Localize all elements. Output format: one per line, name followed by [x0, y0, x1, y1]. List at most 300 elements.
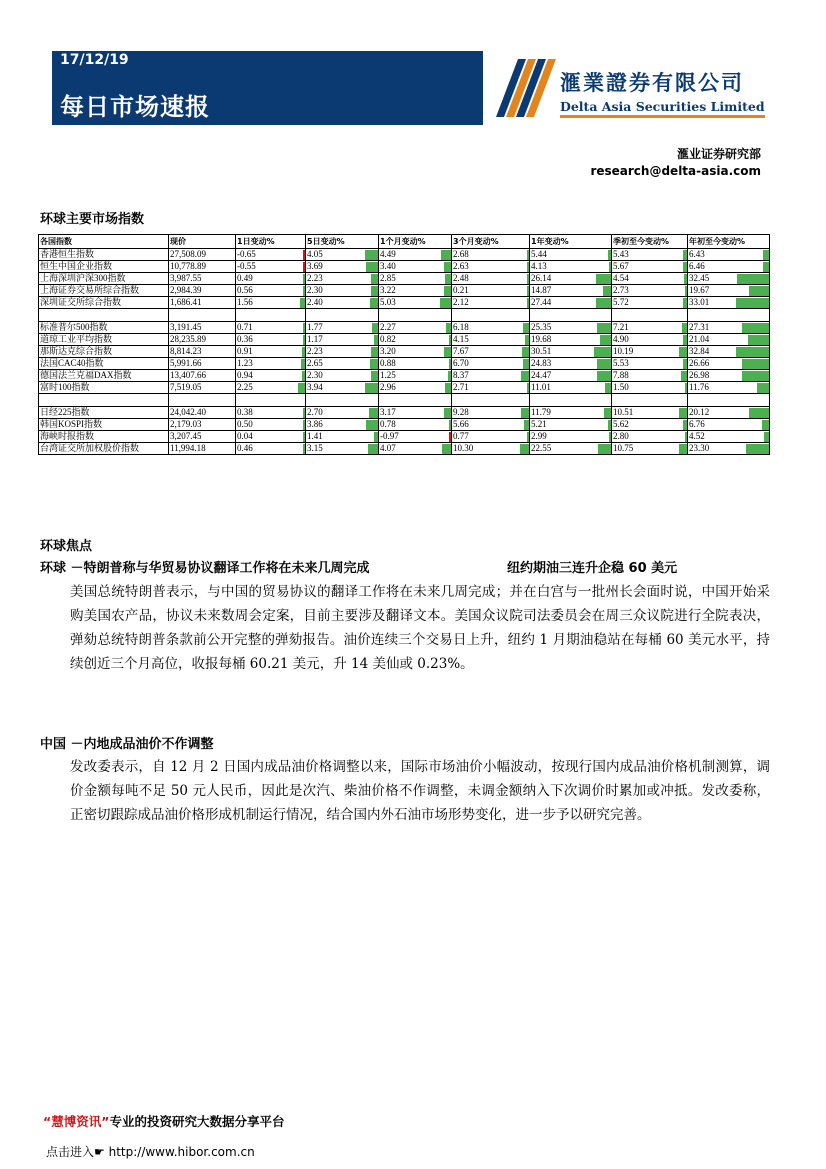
cell-value: 2.40 [307, 297, 323, 307]
cell-value: 10.30 [453, 443, 474, 453]
cell-value: 24,042.40 [170, 407, 206, 417]
cell-value: 2.27 [380, 322, 396, 332]
index-name-cell [39, 358, 169, 370]
cell-value: 深圳证交所综合指数 [40, 297, 122, 307]
cell-value: 10,778.89 [170, 261, 206, 271]
cell-value: 0.78 [380, 419, 396, 429]
change-cell [452, 358, 530, 370]
price-cell [169, 419, 236, 431]
change-cell [306, 382, 379, 394]
cell-value: 5.72 [613, 297, 629, 307]
cell-value: 2.96 [380, 382, 396, 392]
footer-slogan: 专业的投资研究大数据分享平台 [109, 1114, 285, 1129]
change-cell [530, 358, 612, 370]
cell-value: 5.53 [613, 358, 629, 368]
cell-value: 1,686.41 [170, 297, 202, 307]
cell-value: 韩国KOSPI指数 [40, 419, 103, 429]
story1-headline-line [40, 557, 678, 576]
table-row [39, 443, 770, 455]
cell-value: 10.51 [613, 407, 634, 417]
change-cell [236, 407, 306, 419]
cell-value: 2.25 [237, 382, 253, 392]
cell-value: 7.88 [613, 370, 629, 380]
change-cell [379, 285, 452, 297]
positive-change-bar [523, 323, 529, 333]
positive-change-bar [681, 371, 687, 381]
cell-value: -0.65 [237, 249, 256, 259]
change-cell [530, 346, 612, 358]
cell-value: 3,207.45 [170, 431, 202, 441]
index-name-cell [39, 443, 169, 455]
index-name-cell [39, 285, 169, 297]
change-cell [236, 297, 306, 309]
price-cell [169, 322, 236, 334]
cell-value: 5.66 [453, 419, 469, 429]
change-cell [236, 431, 306, 443]
cell-value: 2,179.03 [170, 419, 202, 429]
cell-value: 26.66 [689, 358, 710, 368]
cell-value: 4.54 [613, 273, 629, 283]
positive-change-bar [679, 347, 687, 357]
change-cell [688, 443, 770, 455]
positive-change-bar [440, 298, 451, 308]
positive-change-bar [374, 432, 379, 442]
positive-change-bar [371, 274, 378, 284]
change-cell [612, 273, 688, 285]
change-cell [688, 249, 770, 261]
change-cell [688, 334, 770, 346]
cell-value: 5,991.66 [170, 358, 202, 368]
cell-value: 3.20 [380, 346, 396, 356]
cell-value: 4.15 [453, 334, 469, 344]
column-header: 各国指数 [39, 235, 169, 249]
positive-change-bar [445, 383, 451, 393]
cell-value: 6.18 [453, 322, 469, 332]
cell-value: 0.04 [237, 431, 253, 441]
footer-link[interactable]: http://www.hibor.com.cn [108, 1145, 255, 1159]
cell-value: 0.71 [237, 322, 253, 332]
change-cell [379, 407, 452, 419]
positive-change-bar [757, 383, 769, 393]
positive-change-bar [444, 408, 451, 418]
change-cell [236, 249, 306, 261]
index-name-cell [39, 407, 169, 419]
price-cell [169, 297, 236, 309]
column-header: 5日变动% [306, 235, 379, 249]
price-cell [169, 358, 236, 370]
positive-change-bar [374, 335, 378, 345]
change-cell [306, 285, 379, 297]
change-cell [452, 285, 530, 297]
positive-change-bar [523, 359, 529, 369]
cell-value: 6.70 [453, 358, 469, 368]
change-cell [452, 407, 530, 419]
change-cell [236, 346, 306, 358]
cell-value: 0.36 [237, 334, 253, 344]
positive-change-bar [603, 286, 611, 296]
change-cell [530, 407, 612, 419]
positive-change-bar [444, 286, 451, 296]
price-cell [169, 431, 236, 443]
cell-value: 27.31 [689, 322, 710, 332]
change-cell [530, 382, 612, 394]
change-cell [452, 370, 530, 382]
change-cell [236, 334, 306, 346]
cell-value: 24.47 [531, 370, 552, 380]
index-name-cell [39, 346, 169, 358]
cell-value: 5.21 [531, 419, 547, 429]
change-cell [530, 443, 612, 455]
cell-value: 2.30 [307, 370, 323, 380]
change-cell [612, 346, 688, 358]
cell-value: 1.23 [237, 358, 253, 368]
positive-change-bar [441, 250, 451, 260]
cell-value: 2.63 [453, 261, 469, 271]
positive-change-bar [683, 262, 687, 272]
cell-value: 9.28 [453, 407, 469, 417]
table-spacer-row [39, 394, 770, 407]
cell-value: 4.90 [613, 334, 629, 344]
dept-email[interactable]: research@delta-asia.com [590, 164, 761, 178]
cell-value: 2.68 [453, 249, 469, 259]
cell-value: 恒生中国企业指数 [40, 261, 113, 271]
cell-value: 4.52 [689, 431, 705, 441]
positive-change-bar [370, 359, 378, 369]
change-cell [530, 261, 612, 273]
positive-change-bar [597, 371, 611, 381]
change-cell [612, 358, 688, 370]
positive-change-bar [600, 335, 611, 345]
positive-change-bar [682, 323, 687, 333]
cell-value: 2.23 [307, 346, 323, 356]
change-cell [612, 297, 688, 309]
cell-value: 2.71 [453, 382, 469, 392]
positive-change-bar [371, 286, 378, 296]
cell-value: 上海深圳沪深300指数 [40, 273, 126, 283]
cell-value: 3,987.55 [170, 273, 202, 283]
change-cell [379, 346, 452, 358]
cell-value: 2.12 [453, 297, 469, 307]
change-cell [306, 273, 379, 285]
cell-value: 23.30 [689, 443, 710, 453]
cell-value: 20.12 [689, 407, 710, 417]
cell-value: 8,814.23 [170, 346, 202, 356]
positive-change-bar [679, 444, 687, 454]
cell-value: 10.75 [613, 443, 634, 453]
index-name-cell [39, 419, 169, 431]
cell-value: -0.55 [237, 261, 256, 271]
change-cell [452, 346, 530, 358]
positive-change-bar [736, 298, 769, 308]
cell-value: 0.50 [237, 419, 253, 429]
cell-value: 26.14 [531, 273, 552, 283]
cell-value: 2,984.39 [170, 285, 202, 295]
cell-value: 0.82 [380, 334, 396, 344]
cell-value: 2.80 [613, 431, 629, 441]
cell-value: 6.46 [689, 261, 705, 271]
price-cell [169, 443, 236, 455]
change-cell [530, 419, 612, 431]
positive-change-bar [444, 347, 451, 357]
change-cell [379, 382, 452, 394]
positive-change-bar [683, 335, 687, 345]
change-cell [452, 382, 530, 394]
cell-value: 7,519.05 [170, 382, 202, 392]
cell-value: 2.70 [307, 407, 323, 417]
change-cell [452, 249, 530, 261]
change-cell [612, 382, 688, 394]
price-cell [169, 261, 236, 273]
change-cell [530, 334, 612, 346]
table-spacer-row [39, 309, 770, 322]
cell-value: 1.41 [307, 431, 323, 441]
cell-value: 27,508.09 [170, 249, 206, 259]
positive-change-bar [763, 250, 769, 260]
header-banner [52, 51, 483, 125]
cell-value: 3.69 [307, 261, 323, 271]
table-row [39, 419, 770, 431]
price-cell [169, 370, 236, 382]
positive-change-bar [737, 274, 769, 284]
cell-value: 11.76 [689, 382, 709, 392]
change-cell [452, 322, 530, 334]
cell-value: 3.94 [307, 382, 323, 392]
index-name-cell [39, 249, 169, 261]
positive-change-bar [764, 432, 769, 442]
positive-change-bar [683, 298, 687, 308]
cell-value: 11,994.18 [170, 443, 206, 453]
change-cell [379, 419, 452, 431]
cell-value: 1.77 [307, 322, 323, 332]
change-cell [306, 297, 379, 309]
cell-value: 上海证券交易所综合指数 [40, 285, 140, 295]
change-cell [612, 419, 688, 431]
dept-name: 滙业证券研究部 [676, 147, 761, 161]
positive-change-bar [679, 408, 687, 418]
change-cell [688, 346, 770, 358]
cell-value: 28,235.89 [170, 334, 206, 344]
table-row [39, 297, 770, 309]
cell-value: 法国CAC40指数 [40, 358, 104, 368]
change-cell [688, 273, 770, 285]
cell-value: 0.56 [237, 285, 253, 295]
change-cell [379, 358, 452, 370]
cell-value: 30.51 [531, 346, 552, 356]
change-cell [306, 370, 379, 382]
change-cell [236, 370, 306, 382]
positive-change-bar [370, 298, 378, 308]
change-cell [530, 249, 612, 261]
table-row [39, 370, 770, 382]
cell-value: 5.43 [613, 249, 629, 259]
cell-value: 0.46 [237, 443, 253, 453]
cell-value: 10.19 [613, 346, 634, 356]
positive-change-bar [372, 323, 378, 333]
positive-change-bar [742, 371, 769, 381]
cell-value: 1.50 [613, 382, 629, 392]
report-title: 每日市场速报 [60, 93, 210, 121]
cell-value: 0.21 [453, 285, 469, 295]
change-cell [379, 249, 452, 261]
report-date: 17/12/19 [60, 52, 129, 68]
change-cell [530, 297, 612, 309]
change-cell [530, 273, 612, 285]
cell-value: 海峡时报指数 [40, 431, 95, 441]
cell-value: 道琼工业平均指数 [40, 334, 113, 344]
positive-change-bar [605, 383, 611, 393]
positive-change-bar [598, 444, 611, 454]
change-cell [688, 297, 770, 309]
cell-value: 11.79 [531, 407, 551, 417]
change-cell [236, 358, 306, 370]
cell-value: 3.15 [307, 443, 323, 453]
price-cell [169, 285, 236, 297]
cell-value: 3,191.45 [170, 322, 202, 332]
cell-value: 那斯达克综合指数 [40, 346, 113, 356]
change-cell [530, 370, 612, 382]
positive-change-bar [683, 359, 687, 369]
cell-value: 台湾证交所加权股价指数 [40, 443, 140, 453]
cell-value: 0.91 [237, 346, 253, 356]
column-header: 现价 [169, 235, 236, 249]
positive-change-bar [371, 347, 378, 357]
change-cell [379, 443, 452, 455]
cell-value: 7.67 [453, 346, 469, 356]
cell-value: 6.76 [689, 419, 705, 429]
cell-value: 8.37 [453, 370, 469, 380]
cell-value: 5.67 [613, 261, 629, 271]
change-cell [688, 407, 770, 419]
price-cell [169, 334, 236, 346]
footer-brand: “慧博资讯” [43, 1114, 110, 1129]
change-cell [688, 419, 770, 431]
logo-stripes-icon [492, 53, 558, 121]
change-cell [306, 249, 379, 261]
change-cell [306, 322, 379, 334]
change-cell [306, 346, 379, 358]
cell-value: 2.23 [307, 273, 323, 283]
positive-change-bar [369, 408, 378, 418]
cell-value: 3.86 [307, 419, 323, 429]
cell-value: 2.65 [307, 358, 323, 368]
cell-value: 3.22 [380, 285, 396, 295]
cell-value: 1.25 [380, 370, 396, 380]
positive-change-bar [442, 444, 451, 454]
column-header: 1年变动% [530, 235, 612, 249]
cell-value: 33.01 [689, 297, 710, 307]
positive-change-bar [522, 347, 529, 357]
change-cell [379, 431, 452, 443]
change-cell [612, 370, 688, 382]
change-cell [612, 443, 688, 455]
cell-value: 0.38 [237, 407, 253, 417]
index-name-cell [39, 322, 169, 334]
cell-value: 24.83 [531, 358, 552, 368]
index-name-cell [39, 382, 169, 394]
positive-change-bar [365, 383, 378, 393]
cell-value: 1.17 [307, 334, 323, 344]
story2-headline: 中国 －内地成品油价不作调整 [40, 737, 214, 752]
cell-value: 25.35 [531, 322, 552, 332]
column-header: 年初至今变动% [688, 235, 770, 249]
change-cell [379, 261, 452, 273]
positive-change-bar [749, 408, 769, 418]
cell-value: 6.43 [689, 249, 705, 259]
column-header: 季初至今变动% [612, 235, 688, 249]
positive-change-bar [366, 420, 378, 430]
change-cell [612, 261, 688, 273]
price-cell [169, 407, 236, 419]
company-logo [492, 53, 772, 123]
cell-value: 2.85 [380, 273, 396, 283]
positive-change-bar [742, 323, 769, 333]
cell-value: 5.03 [380, 297, 396, 307]
research-dept [590, 146, 761, 180]
index-name-cell [39, 297, 169, 309]
change-cell [688, 322, 770, 334]
table-row [39, 346, 770, 358]
footer-link-line [46, 1143, 255, 1160]
cell-value: 3.40 [380, 261, 396, 271]
positive-change-bar [520, 444, 529, 454]
positive-change-bar [736, 347, 769, 357]
positive-change-bar [597, 323, 611, 333]
positive-change-bar [594, 347, 611, 357]
positive-change-bar [596, 274, 611, 284]
change-cell [530, 431, 612, 443]
cell-value: 1.56 [237, 297, 253, 307]
change-cell [379, 322, 452, 334]
positive-change-bar [597, 359, 611, 369]
change-cell [379, 370, 452, 382]
change-cell [452, 297, 530, 309]
change-cell [236, 261, 306, 273]
positive-change-bar [749, 286, 769, 296]
positive-change-bar [524, 420, 529, 430]
table-row [39, 358, 770, 370]
change-cell [379, 273, 452, 285]
change-cell [306, 419, 379, 431]
section-market-indices-title: 环球主要市场指数 [40, 212, 145, 227]
cell-value: 22.55 [531, 443, 552, 453]
positive-change-bar [521, 371, 529, 381]
table-header-row [39, 235, 770, 249]
change-cell [236, 273, 306, 285]
positive-change-bar [683, 420, 687, 430]
cell-value: 4.05 [307, 249, 323, 259]
change-cell [612, 431, 688, 443]
change-cell [688, 431, 770, 443]
positive-change-bar [525, 335, 529, 345]
cell-value: 32.45 [689, 273, 710, 283]
cell-value: 富时100指数 [40, 382, 90, 392]
change-cell [452, 443, 530, 455]
positive-change-bar [368, 444, 378, 454]
change-cell [688, 370, 770, 382]
index-name-cell [39, 334, 169, 346]
section-focus-title: 环球焦点 [40, 539, 93, 554]
index-name-cell [39, 273, 169, 285]
change-cell [530, 285, 612, 297]
footer-brand-line [43, 1112, 284, 1130]
cell-value: 3.17 [380, 407, 396, 417]
positive-change-bar [762, 420, 769, 430]
cell-value: 14.87 [531, 285, 552, 295]
change-cell [236, 382, 306, 394]
cell-value: 32.84 [689, 346, 710, 356]
column-header: 3个月变动% [452, 235, 530, 249]
table-row [39, 431, 770, 443]
